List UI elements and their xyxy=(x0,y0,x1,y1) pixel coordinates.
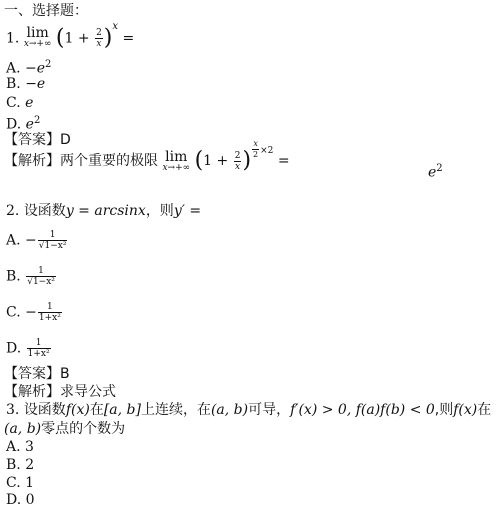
q3-option-d xyxy=(6,491,35,509)
q1-option-b xyxy=(6,75,45,93)
fraction xyxy=(95,28,103,49)
fraction-num: 1 xyxy=(26,266,56,277)
one-plus: 1 + xyxy=(203,153,229,169)
equals-sign: = xyxy=(122,30,135,47)
right-paren: ) xyxy=(103,25,113,51)
fraction-den: 1+x² xyxy=(38,313,61,323)
stem-text: 在 xyxy=(477,402,492,418)
stem-math: (a, b) xyxy=(210,402,249,418)
fraction-num: 2 xyxy=(96,28,102,39)
option-sign: − xyxy=(25,304,37,321)
q1-answer xyxy=(4,131,71,149)
option-label: A. xyxy=(6,439,21,455)
stem-text: 在 xyxy=(89,402,104,418)
analysis-tag: 【解析】 xyxy=(4,384,60,400)
right-paren: ) xyxy=(242,148,252,173)
question-3-stem-line2 xyxy=(4,420,125,438)
option-label: A. xyxy=(6,232,21,249)
option-label: C. xyxy=(6,95,21,111)
one-plus: 1 + xyxy=(64,30,90,47)
q3-option-a xyxy=(6,438,34,456)
stem-math: (a, b) xyxy=(4,421,42,437)
stem-func: y = arcsinx xyxy=(65,203,146,219)
section-title: 一、选择题： xyxy=(4,3,88,19)
question-number: 1. xyxy=(6,30,20,47)
fraction-den: x xyxy=(96,39,102,50)
q2-answer xyxy=(4,365,70,383)
option-value: e xyxy=(25,95,34,111)
answer-value: D xyxy=(60,132,71,148)
analysis-tag: 【解析】 xyxy=(4,153,60,169)
question-3-stem-line1 xyxy=(6,401,491,419)
stem-prefix: 设函数 xyxy=(23,203,66,219)
option-value: e xyxy=(25,116,34,133)
option-value: 0 xyxy=(25,492,35,508)
option-sign: − xyxy=(25,232,37,249)
stem-deriv: y′ = xyxy=(173,203,202,219)
equals-sign: = xyxy=(277,153,290,169)
question-number: 2. xyxy=(6,203,20,219)
exp-den: 2 xyxy=(253,149,259,159)
stem-math: [a, b] xyxy=(103,402,141,418)
stem-math: f(x) xyxy=(453,402,478,418)
fraction-num: 1 xyxy=(38,302,62,313)
limit-text: lim xyxy=(26,25,49,41)
q2-option-c xyxy=(6,302,63,323)
option-value: 2 xyxy=(25,457,35,473)
limit-subscript: x→+∞ xyxy=(23,39,52,49)
answer-tag: 【答案】 xyxy=(4,132,60,148)
option-label: B. xyxy=(6,457,21,473)
q2-option-d xyxy=(6,338,52,359)
q1-analysis-result xyxy=(428,160,443,182)
analysis-text: 求导公式 xyxy=(60,384,116,400)
stem-text: ,则 xyxy=(434,402,454,418)
stem-text: 上连续，在 xyxy=(140,402,211,418)
q2-option-b xyxy=(6,266,57,287)
option-value: −e xyxy=(25,60,46,77)
stem-math: f(x) xyxy=(65,402,90,418)
option-fraction xyxy=(26,266,56,287)
option-value: 1 xyxy=(25,475,35,491)
fraction-den: 1+x² xyxy=(27,349,50,359)
q3-option-b xyxy=(6,456,34,474)
fraction xyxy=(234,151,242,172)
stem-math: f′(x) > 0, f(a)f(b) < 0 xyxy=(290,402,435,418)
fraction-den: √1−x² xyxy=(38,241,67,251)
option-label: C. xyxy=(6,304,21,321)
exponent: x xyxy=(112,21,119,32)
result-sup: 2 xyxy=(436,163,443,174)
question-1-stem xyxy=(6,21,135,51)
option-label: D. xyxy=(6,116,22,133)
fraction-den: x xyxy=(235,161,241,172)
fraction-den: √1−x² xyxy=(27,277,55,287)
limit-operator xyxy=(24,26,52,49)
option-label: B. xyxy=(6,268,21,285)
option-fraction xyxy=(38,230,68,251)
q2-option-a xyxy=(6,230,68,251)
exp-tail: ×2 xyxy=(260,146,274,156)
option-fraction xyxy=(27,338,51,359)
exponent-fraction xyxy=(252,139,259,160)
option-label: B. xyxy=(6,76,21,92)
q3-option-c xyxy=(6,474,34,492)
question-number: 3. xyxy=(6,402,20,418)
option-value: −e xyxy=(25,76,46,92)
q2-analysis xyxy=(4,383,116,401)
option-label: D. xyxy=(6,492,22,508)
option-label: C. xyxy=(6,475,21,491)
question-2-stem xyxy=(6,202,201,220)
limit-text: lim xyxy=(165,149,188,165)
left-paren: ( xyxy=(194,148,204,173)
option-sup: 2 xyxy=(33,115,41,126)
limit-operator xyxy=(162,150,190,173)
option-sup: 2 xyxy=(45,59,52,70)
stem-text: 设函数 xyxy=(23,402,66,418)
option-label: A. xyxy=(6,60,21,77)
fraction-num: 1 xyxy=(38,230,68,241)
result-value: e xyxy=(428,164,437,181)
exp-num: x xyxy=(253,138,258,148)
fraction-num: 2 xyxy=(234,150,241,161)
limit-subscript: x→+∞ xyxy=(162,163,191,173)
option-value: 3 xyxy=(25,439,34,455)
option-fraction xyxy=(38,302,62,323)
stem-suffix: ，则 xyxy=(145,203,174,219)
answer-tag: 【答案】 xyxy=(4,366,60,382)
stem-text: 可导， xyxy=(248,402,291,418)
stem-text: 零点的个数为 xyxy=(41,421,126,437)
fraction-num: 1 xyxy=(27,338,51,349)
answer-value: B xyxy=(60,366,70,382)
q1-option-c xyxy=(6,94,33,112)
analysis-text: 两个重要的极限 xyxy=(60,153,158,169)
option-label: D. xyxy=(6,340,22,357)
left-paren: ( xyxy=(55,25,65,51)
